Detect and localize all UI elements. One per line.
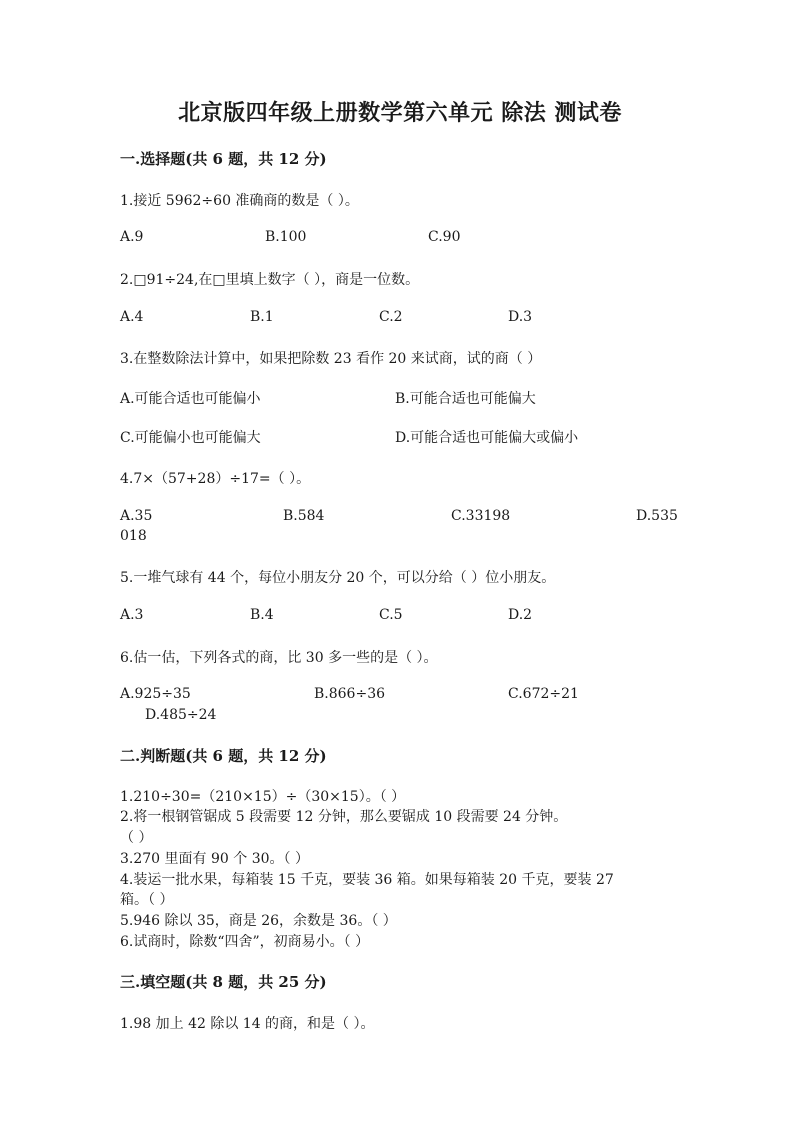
option-3b: B.可能合适也可能偏大 xyxy=(395,391,536,407)
fill-line-1: 1.98 加上 42 除以 14 的商，和是（ ）。 xyxy=(120,1016,375,1032)
option-4d: D.535 xyxy=(636,508,678,524)
option-6c: C.672÷21 xyxy=(508,686,579,702)
section-heading-choice: 一.选择题(共 6 题，共 12 分) xyxy=(120,150,327,168)
section-heading-fill: 三.填空题(共 8 题，共 25 分) xyxy=(120,973,327,991)
option-5a: A.3 xyxy=(120,607,144,623)
question-1: 1.接近 5962÷60 准确商的数是（ ）。 xyxy=(120,193,359,209)
option-1b: B.100 xyxy=(265,229,307,245)
judgment-line-4-wrap: 箱。（ ） xyxy=(120,892,174,908)
judgment-line-4: 4.装运一批水果，每箱装 15 千克，要装 36 箱。如果每箱装 20 千克，要装 27 xyxy=(120,872,614,888)
option-5d: D.2 xyxy=(508,607,533,623)
option-4d-wrap: 018 xyxy=(120,528,147,544)
option-1c: C.90 xyxy=(428,229,461,245)
option-4b: B.584 xyxy=(283,508,325,524)
option-2b: B.1 xyxy=(250,309,274,325)
section-heading-judgment: 二.判断题(共 6 题，共 12 分) xyxy=(120,747,327,765)
option-6b: B.866÷36 xyxy=(314,686,386,702)
option-3c: C.可能偏小也可能偏大 xyxy=(120,430,261,446)
judgment-line-6: 6.试商时，除数“四舍”，初商易小。（ ） xyxy=(120,934,370,950)
option-3a: A.可能合适也可能偏小 xyxy=(120,391,261,407)
option-1a: A.9 xyxy=(120,229,144,245)
option-5b: B.4 xyxy=(250,607,274,623)
judgment-line-5: 5.946 除以 35，商是 26，余数是 36。（ ） xyxy=(120,913,397,929)
option-2c: C.2 xyxy=(379,309,403,325)
option-6a: A.925÷35 xyxy=(120,686,191,702)
option-6d: D.485÷24 xyxy=(145,707,217,723)
judgment-line-2-wrap: （ ） xyxy=(120,830,153,846)
option-2a: A.4 xyxy=(120,309,144,325)
question-4: 4.7×（57+28）÷17=（ ）。 xyxy=(120,471,311,487)
option-3d: D.可能合适也可能偏大或偏小 xyxy=(395,430,579,446)
question-2: 2.□91÷24,在□里填上数字（ ），商是一位数。 xyxy=(120,272,420,288)
question-6: 6.估一估，下列各式的商，比 30 多一些的是（ ）。 xyxy=(120,650,438,666)
page-title: 北京版四年级上册数学第六单元 除法 测试卷 xyxy=(178,100,622,126)
option-5c: C.5 xyxy=(379,607,403,623)
option-4c: C.33198 xyxy=(451,508,511,524)
question-5: 5.一堆气球有 44 个，每位小朋友分 20 个，可以分给（ ）位小朋友。 xyxy=(120,570,556,586)
question-3: 3.在整数除法计算中，如果把除数 23 看作 20 来试商，试的商（ ） xyxy=(120,351,542,367)
judgment-line-3: 3.270 里面有 90 个 30。（ ） xyxy=(120,851,309,867)
option-2d: D.3 xyxy=(508,309,533,325)
judgment-line-2: 2.将一根钢管锯成 5 段需要 12 分钟，那么要锯成 10 段需要 24 分钟。 xyxy=(120,809,568,825)
judgment-line-1: 1.210÷30=（210×15）÷（30×15）。（ ） xyxy=(120,789,406,805)
option-4a: A.35 xyxy=(120,508,153,524)
